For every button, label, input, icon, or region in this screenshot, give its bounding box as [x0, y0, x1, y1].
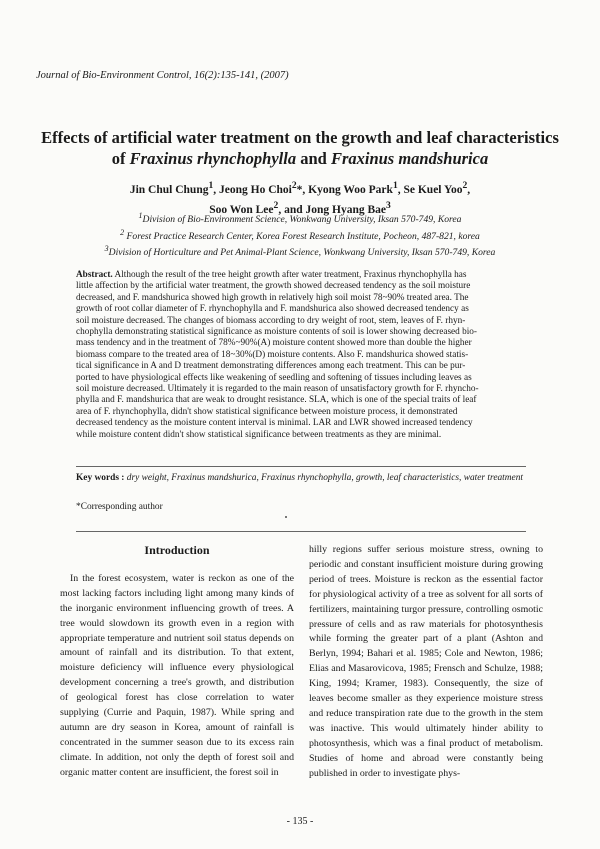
abstract-line: soil moisture decreased. The changes of biomass according to dry weight of root, stem, leaves of F. rhyn-	[76, 315, 466, 326]
page-number: - 135 -	[286, 816, 314, 827]
author-separator: ,	[467, 183, 471, 196]
affil-text: Forest Practice Research Center, Korea Forest Research Institute, Pocheon, 487-821, korea	[124, 230, 480, 242]
body-column-left	[60, 543, 294, 781]
title-prefix: of	[111, 149, 130, 168]
keywords-line	[76, 472, 526, 484]
author-affil-sup: 2	[291, 180, 297, 191]
affil-number: 3	[104, 244, 109, 254]
abstract-line: little affection by the artificial water treatment, the growth showed decreased tendency as the soil moisture	[76, 281, 471, 292]
abstract-line: growth of root collar diameter of F. rhynchophylla and F. mandshurica also showed decreased tendency as	[76, 304, 469, 315]
species-name-1: Fraxinus rhynchophylla	[129, 149, 297, 168]
affil-number: 2	[120, 227, 125, 237]
title-line-1: Effects of artificial water treatment on the growth and leaf characteristics	[41, 128, 559, 147]
author-affil-sup: 2	[273, 199, 279, 211]
abstract	[76, 270, 526, 441]
body-column-right	[309, 543, 543, 782]
author-name: , and Jong Hyang Bae	[278, 203, 386, 216]
abstract-line: while moisture content didn't show statistical significance between treatments as they are minimal.	[76, 429, 442, 440]
body-paragraph: In the forest ecosystem, water is reckon as one of the most lacking factors including light among many kinds of the inorganic environment influencing growth of trees. A tree would slowdown its growth even in a region with appropriate temperature and nutrient soil status depends on amount of rainfall and its distribution. To that extent, moisture deficiency will influence every physiological development concerning a tree's growth, and distribution of geological forest has close correlation to water supplying (Currie and Paquin, 1987). While spring and autumn are dry season in Korea, amount of rainfall is concentrated in the summer season due to its excess rain climate. In addition, not only the depth of forest soil and organic matter content are insufficient, the forest soil in	[60, 572, 294, 778]
abstract-line: soil moisture decreased. Ultimately it is regarded to the main reason of unsatisfactory growth for F. rhyncho-	[76, 384, 479, 395]
affiliation-2	[30, 227, 570, 244]
scan-speck	[285, 516, 287, 518]
abstract-line: biomass compare to the treated area of 18~30%(D) moisture contents. Also F. mandshurica showed statis-	[76, 349, 469, 360]
paper-title	[30, 127, 570, 169]
section-heading-introduction: Introduction	[144, 543, 210, 557]
author-affil-sup: 1	[392, 180, 398, 191]
title-line-2	[30, 148, 570, 169]
author-name: Soo Won Lee	[209, 203, 274, 216]
keywords	[76, 472, 526, 484]
abstract-line: tical significance in A and D treatment demonstrating differences among each treatment. This can be pur-	[76, 361, 466, 372]
divider	[76, 531, 526, 532]
author-line-1	[30, 178, 570, 198]
affil-number: 1	[138, 211, 143, 220]
affil-text: Division of Horticulture and Pet Animal-Plant Science, Wonkwang University, Iksan 570-749, Korea	[108, 247, 496, 259]
abstract-line: area of F. rhynchophylla, didn't show statistical significance between moisture process, it demonstrated	[76, 406, 458, 417]
author-name: , Jeong Ho Choi	[213, 183, 292, 196]
abstract-line: ported to have physiological effects like weakening of seedling and softening of tissues including leaves as	[76, 372, 472, 383]
keywords-text: dry weight, Fraxinus mandshurica, Fraxinus rhynchophylla, growth, leaf characteristics, water treatment	[124, 473, 524, 483]
title-and: and	[296, 149, 331, 168]
journal-citation: Journal of Bio-Environment Control, 16(2):135-141, (2007)	[36, 70, 289, 81]
corresponding-author-note: *Corresponding author	[76, 502, 163, 512]
author-affil-sup: 1	[208, 180, 214, 191]
author-affil-sup: 3	[386, 199, 391, 211]
abstract-line: decreased, and F. mandshurica showed high growth in relatively high soil moist 78~90% treated area. The	[76, 292, 469, 303]
abstract-line: decreased tendency as the moisture content interval is minimal. LAR and LWR showed increased tendency	[76, 418, 473, 429]
species-name-2: Fraxinus mandshurica	[330, 149, 489, 168]
affil-text: Division of Bio-Environment Science, Wonkwang University, Iksan 570-749, Korea	[142, 214, 462, 226]
author-name: Jin Chul Chung	[129, 183, 209, 196]
affiliation-3	[30, 243, 570, 260]
abstract-label: Abstract.	[76, 270, 113, 280]
author-name: *, Kyong Woo Park	[296, 183, 393, 196]
body-paragraph: hilly regions suffer serious moisture stress, owning to periodic and constant insufficient moisture during growing period of trees. Moisture is reckon as the essential factor for physiological activity of a tree as solvent for all sorts of fertilizers, maintaining turgor pressure, controlling osmotic pressure of cells and as raw materials for photosynthesis while forming the greater part of a plant (Ashton and Berlyn, 1994; Bahari et al. 1985; Cole and Newton, 1986; Elias and Masarovicova, 1985; Frensch and Schulze, 1988; King, 1994; Kramer, 1983). Consequently, the size of leaves become smaller as they experience moisture stress and reduce transpiration rate due to the growth in the stem was inactive. This would ultimately hinder ability to photosynthesis, which was a final product of metabolism. Studies of home and abroad were constantly being published in order to investigate phys-	[309, 544, 543, 779]
keywords-label: Key words :	[76, 473, 125, 483]
divider	[76, 466, 526, 467]
author-affil-sup: 2	[462, 180, 468, 191]
abstract-line: phylla and F. mandshurica that are weak to drought resistance. SLA, which is one of the special traits of leaf	[76, 395, 477, 406]
abstract-line	[76, 270, 526, 281]
abstract-text: Although the result of the tree height growth after water treatment, Fraxinus rhynchophylla has	[112, 270, 467, 280]
abstract-line: mass tendency and in the treatment of 78%~90%(A) moisture content showed more than double the higher	[76, 338, 472, 349]
abstract-line: chophylla demonstrating statistical significance as moisture contents of soil is lower showing decreased bio-	[76, 327, 477, 338]
affiliation-1	[30, 210, 570, 227]
author-name: , Se Kuel Yoo	[397, 183, 463, 196]
affiliations	[30, 210, 570, 260]
